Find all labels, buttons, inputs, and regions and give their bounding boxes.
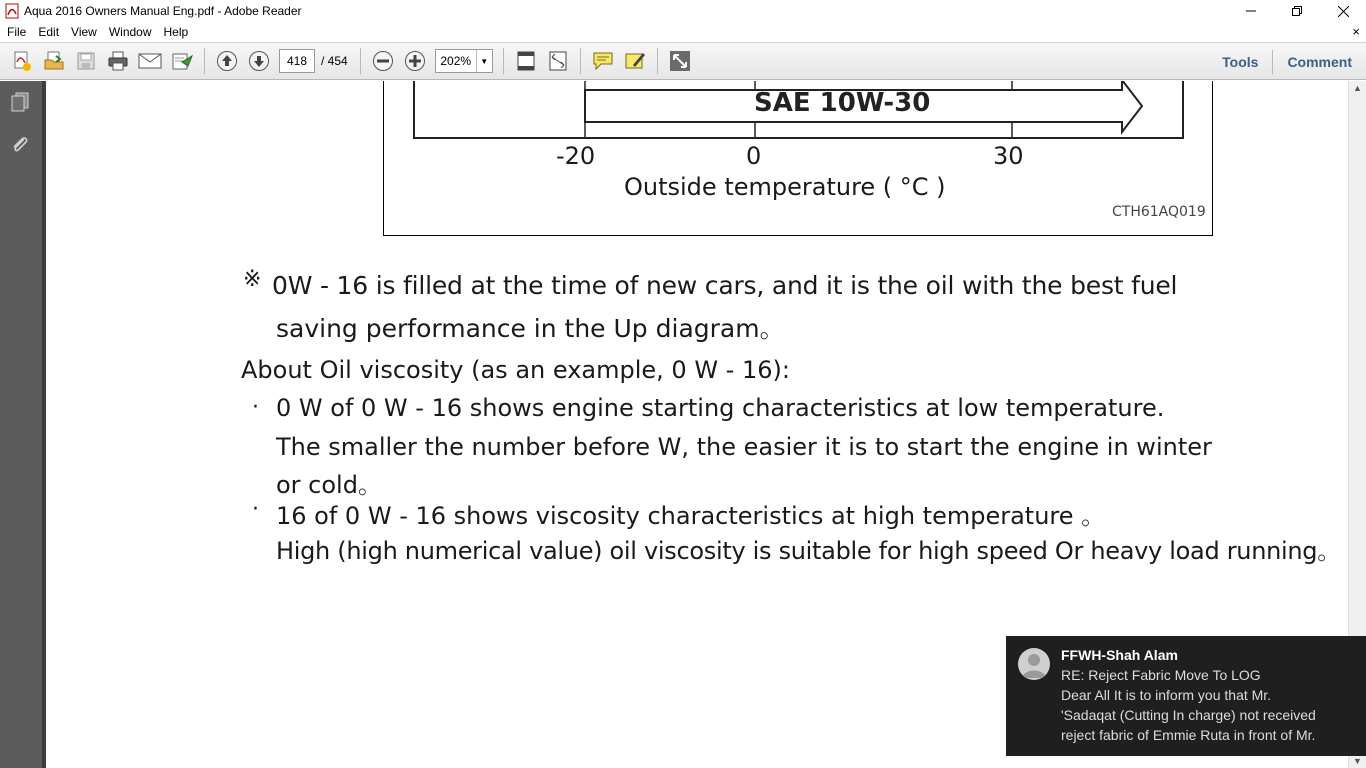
notification-body-line-1: Dear All It is to inform you that Mr. bbox=[1061, 687, 1272, 703]
open-folder-icon bbox=[43, 50, 65, 72]
minimize-icon bbox=[1246, 6, 1256, 16]
create-pdf-icon bbox=[11, 50, 33, 72]
zoom-out-button[interactable] bbox=[367, 46, 399, 76]
email-button[interactable] bbox=[134, 46, 166, 76]
save-icon bbox=[76, 51, 96, 71]
bullet-1-line-2: The smaller the number before W, the easier it is to start the engine in winter bbox=[276, 433, 1212, 461]
share-review-icon bbox=[170, 50, 194, 72]
email-notification-toast[interactable] bbox=[1006, 636, 1366, 756]
notification-body-line-2: 'Sadaqat (Cutting In charge) not received bbox=[1061, 707, 1316, 723]
about-heading: About Oil viscosity (as an example, 0 W - 16): bbox=[241, 356, 790, 384]
person-icon bbox=[1018, 648, 1050, 680]
save-button[interactable] bbox=[70, 46, 102, 76]
note-line-2: saving performance in the Up diagram。 bbox=[276, 314, 785, 343]
bullet-1-mark: · bbox=[252, 395, 259, 420]
toolbar-separator bbox=[503, 48, 504, 74]
printer-icon bbox=[107, 50, 129, 72]
toolbar-separator bbox=[204, 48, 205, 74]
bullet-2-mark: · bbox=[252, 497, 259, 522]
arrow-up-circle-icon bbox=[216, 50, 238, 72]
menu-view[interactable]: View bbox=[71, 25, 97, 39]
scroll-up-icon[interactable]: ▲ bbox=[1353, 83, 1362, 93]
add-note-button[interactable] bbox=[587, 46, 619, 76]
bullet-2-line-1: 16 of 0 W - 16 shows viscosity characteristics at high temperature 。 bbox=[276, 502, 1106, 530]
tick-label-30: 30 bbox=[993, 142, 1024, 170]
menu-edit[interactable]: Edit bbox=[38, 25, 60, 39]
tick-label-minus-20: -20 bbox=[556, 142, 596, 170]
pages-icon[interactable] bbox=[9, 91, 31, 113]
window-title: Aqua 2016 Owners Manual Eng.pdf - Adobe Reader bbox=[24, 4, 302, 18]
close-document-button[interactable]: × bbox=[1352, 24, 1360, 39]
zoom-value: 202% bbox=[440, 54, 472, 68]
plus-circle-icon bbox=[404, 50, 426, 72]
envelope-icon bbox=[138, 52, 162, 70]
close-icon bbox=[1338, 6, 1349, 17]
adobe-reader-icon bbox=[4, 3, 20, 19]
previous-page-button[interactable] bbox=[211, 46, 243, 76]
sae-range-label: SAE 10W-30 bbox=[754, 88, 931, 118]
highlighter-icon bbox=[623, 50, 647, 72]
bullet-2-line-2: High (high numerical value) oil viscosity is suitable for high speed Or heavy load running。 bbox=[276, 537, 1341, 565]
axis-label: Outside temperature ( °C ) bbox=[624, 173, 946, 201]
print-button[interactable] bbox=[102, 46, 134, 76]
comment-panel-button[interactable]: Comment bbox=[1287, 54, 1352, 70]
figure-code: CTH61AQ019 bbox=[1112, 204, 1206, 220]
fit-width-icon bbox=[547, 50, 569, 72]
page-total: / 454 bbox=[321, 54, 348, 68]
next-page-button[interactable] bbox=[243, 46, 275, 76]
minimize-button[interactable] bbox=[1228, 0, 1274, 22]
paperclip-icon[interactable] bbox=[9, 133, 31, 155]
minus-circle-icon bbox=[372, 50, 394, 72]
scroll-down-icon[interactable]: ▼ bbox=[1353, 756, 1362, 766]
zoom-in-button[interactable] bbox=[399, 46, 431, 76]
fit-page-icon bbox=[515, 50, 537, 72]
notification-subject: RE: Reject Fabric Move To LOG bbox=[1061, 667, 1261, 683]
arrow-down-circle-icon bbox=[248, 50, 270, 72]
toolbar bbox=[0, 42, 1366, 80]
navigation-pane bbox=[0, 81, 42, 768]
bullet-1-line-3: or cold。 bbox=[276, 471, 382, 499]
tools-panel-button[interactable]: Tools bbox=[1222, 54, 1259, 70]
chevron-down-icon[interactable]: ▼ bbox=[476, 50, 492, 72]
menu-window[interactable]: Window bbox=[108, 25, 152, 39]
bullet-1-line-1: 0 W of 0 W - 16 shows engine starting characteristics at low temperature. bbox=[276, 394, 1165, 422]
note-line-1: 0W - 16 is filled at the time of new cars, and it is the oil with the best fuel bbox=[272, 271, 1178, 300]
fit-page-button[interactable] bbox=[510, 46, 542, 76]
note-mark: ※ bbox=[243, 267, 262, 292]
title-bar bbox=[0, 0, 1366, 22]
restore-button[interactable] bbox=[1274, 0, 1320, 22]
full-screen-button[interactable] bbox=[664, 46, 696, 76]
toolbar-separator bbox=[657, 48, 658, 74]
open-button[interactable] bbox=[38, 46, 70, 76]
close-button[interactable] bbox=[1320, 0, 1366, 22]
fit-width-button[interactable] bbox=[542, 46, 574, 76]
expand-icon bbox=[669, 50, 691, 72]
toolbar-separator bbox=[360, 48, 361, 74]
restore-icon bbox=[1292, 6, 1302, 16]
page-number-input[interactable]: 418 bbox=[279, 49, 315, 73]
menu-help[interactable]: Help bbox=[163, 25, 189, 39]
viscosity-diagram bbox=[383, 81, 1213, 236]
notification-sender: FFWH-Shah Alam bbox=[1061, 647, 1178, 663]
zoom-select[interactable] bbox=[435, 49, 493, 73]
menu-file[interactable]: File bbox=[7, 25, 27, 39]
notification-body-line-3: reject fabric of Emmie Ruta in front of Mr. bbox=[1061, 727, 1316, 743]
menu-bar bbox=[0, 22, 1366, 42]
review-share-button[interactable] bbox=[166, 46, 198, 76]
comment-bubble-icon bbox=[591, 50, 615, 72]
avatar bbox=[1018, 648, 1050, 680]
create-pdf-button[interactable] bbox=[6, 46, 38, 76]
toolbar-separator bbox=[580, 48, 581, 74]
highlight-button[interactable] bbox=[619, 46, 651, 76]
tick-label-0: 0 bbox=[746, 142, 762, 170]
